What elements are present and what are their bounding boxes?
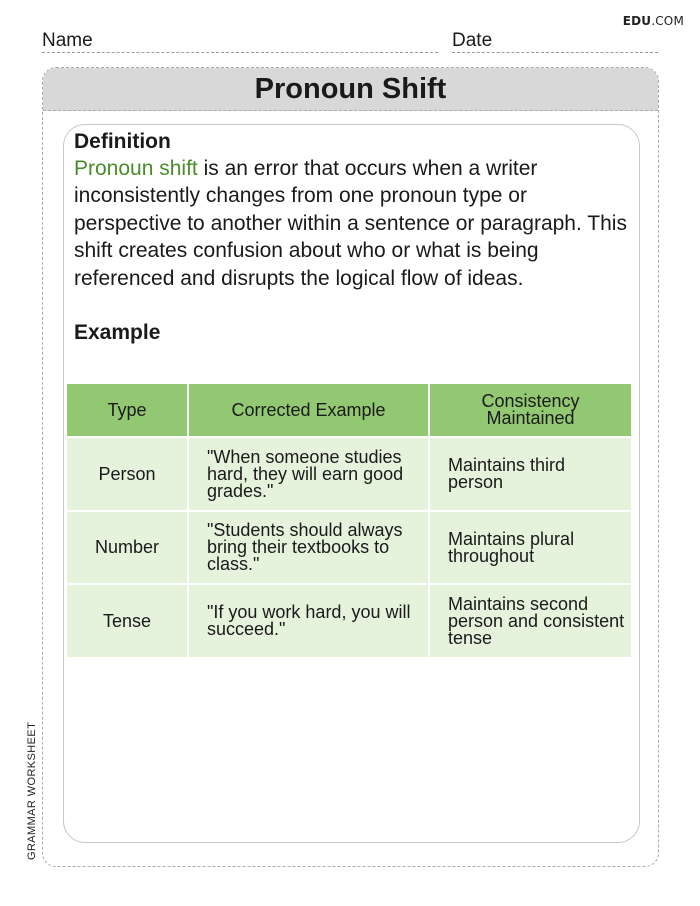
example-cell: "Students should always bring their textbooks to class." [188, 511, 429, 584]
table-row [67, 584, 631, 658]
type-cell: Number [67, 511, 188, 584]
table-row [67, 437, 631, 511]
worksheet-side-label: GRAMMAR WORKSHEET [26, 721, 38, 860]
column-header-consistency: Consistency Maintained [429, 384, 631, 437]
definition-text [74, 155, 634, 292]
date-field[interactable] [452, 30, 658, 53]
consistency-cell: Maintains second person and consistent tense [429, 584, 631, 658]
brand-logo [623, 14, 684, 28]
brand-name: EDU [622, 14, 652, 28]
table-header-row [67, 384, 631, 437]
table-row [67, 511, 631, 584]
definition-heading: Definition [74, 130, 171, 153]
definition-term: Pronoun shift [74, 157, 198, 180]
example-cell: "When someone studies hard, they will earn good grades." [188, 437, 429, 511]
example-table [67, 384, 631, 659]
name-label: Name [42, 30, 93, 51]
name-field[interactable] [42, 30, 438, 53]
page-title: Pronoun Shift [43, 68, 658, 111]
definition-body: is an error that occurs when a writer inconsistently changes from one pronoun type or perspective to another within a sentence or paragraph. This shift creates confusion about who or what is being referenced and disrupts the logical flow of ideas. [74, 157, 627, 290]
date-label: Date [452, 30, 493, 51]
column-header-type: Type [67, 384, 188, 437]
column-header-example: Corrected Example [188, 384, 429, 437]
consistency-cell: Maintains third person [429, 437, 631, 511]
brand-suffix: .COM [651, 14, 684, 28]
example-heading: Example [74, 321, 161, 344]
type-cell: Tense [67, 584, 188, 658]
consistency-cell: Maintains plural throughout [429, 511, 631, 584]
example-cell: "If you work hard, you will succeed." [188, 584, 429, 658]
content-card [63, 124, 640, 843]
type-cell: Person [67, 437, 188, 511]
